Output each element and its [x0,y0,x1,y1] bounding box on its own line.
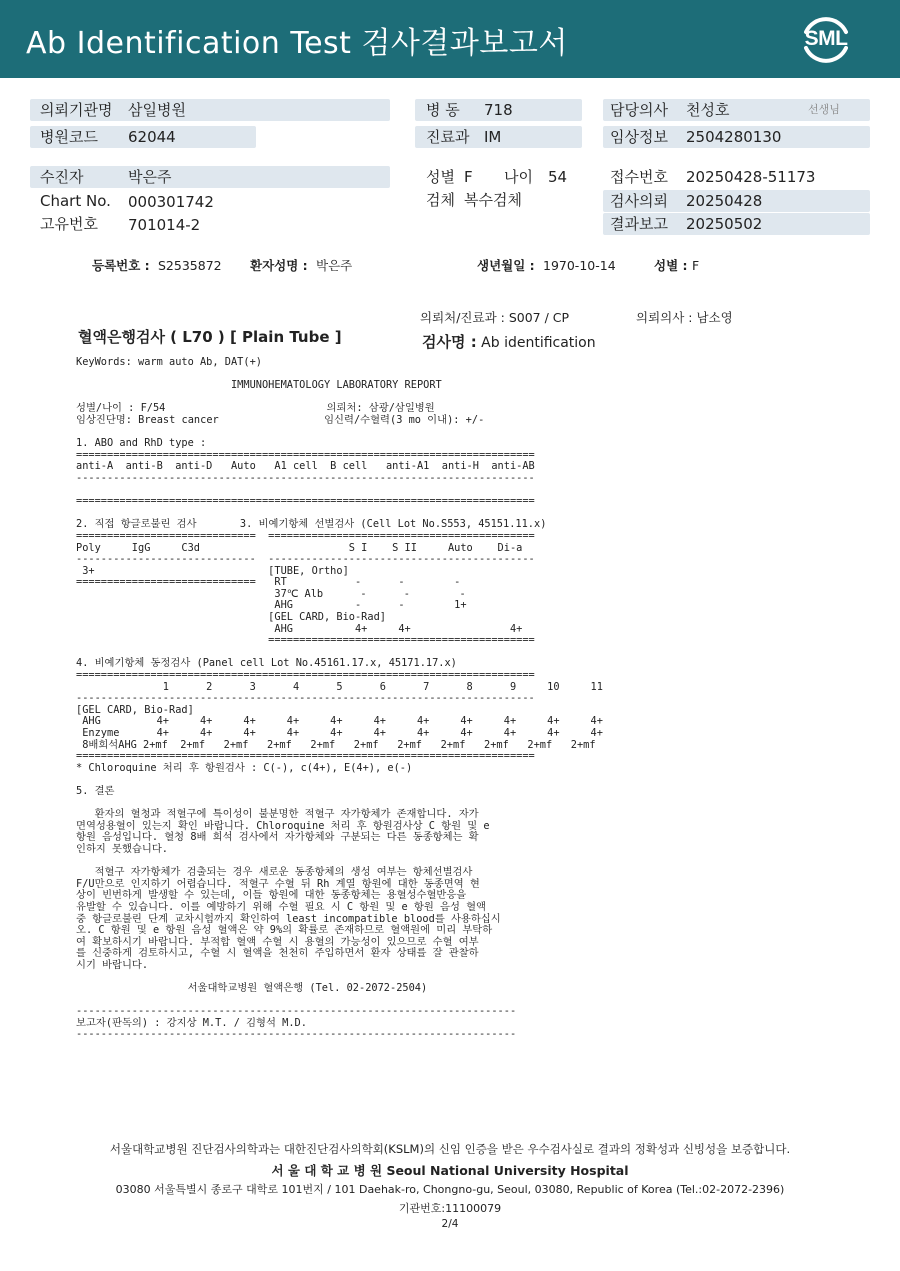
dept-value: IM [484,128,502,146]
test-name-value: Ab identification [481,335,596,351]
specimen-label: 검체 [426,191,455,209]
hospital-code-label: 병원코드 [40,128,98,146]
sex-value: F [464,168,473,186]
reg-name-label: 환자성명 : [250,258,308,273]
chart-no-label: Chart No. [40,192,111,210]
report-date-value: 20250502 [686,215,763,233]
patient-label: 수진자 [40,168,84,186]
chart-no-value: 000301742 [128,193,214,211]
hospital-code-value: 62044 [128,128,176,146]
reg-no-label: 등록번호 : [92,258,150,273]
test-name-label: 검사명 : [422,333,477,351]
test-name [422,331,596,352]
dob-label: 생년월일 : [477,258,535,273]
age-value: 54 [548,168,568,186]
sml-logo-text: SML [804,27,848,50]
sml-logo [798,12,854,68]
report-body: KeyWords: warm auto Ab, DAT(+) IMMUNOHEMATOLOGY LABORATORY REPORT 성별/나이 : F/54 의뢰처: 삼광/삼일병원 임상진단명: Breast cancer 임신력/수혈력(3 mo 이내): +/- 1. ABO and RhD type : ========================================================================== anti-A anti-B anti-D Auto A1 cell B cell anti-A1 anti-H anti-AB -------------------------------------------------------------------------- ========================================================================== 2. 직접 항글로불린 검사 3. 비예기항체 선별검사 (Cell Lot No.S553, 45151.11.x) ============================= =========================================== Poly IgG C3d S I S II Auto Di-a ----------------------------- ------------------------------------------- 3+ [TUBE, Ortho] ============================= RT - - - 37℃ Alb - - - AHG - - 1+ [GEL CARD, Bio-Rad] AHG 4+ 4+ 4+ =========================================== 4. 비예기항체 동정검사 (Panel cell Lot No.45161.17.x, 45171.17.x) ========================================================================== 1 2 3 4 5 6 7 8 9 10 11 -------------------------------------------------------------------------- [GEL CARD, Bio-Rad] AHG 4+ 4+ 4+ 4+ 4+ 4+ 4+ 4+ 4+ 4+ 4+ Enzyme 4+ 4+ 4+ 4+ 4+ 4+ 4+ 4+ 4+ 4+ 4+ 8배희석AHG 2+mf 2+mf 2+mf 2+mf 2+mf 2+mf 2+mf 2+mf 2+mf 2+mf 2+mf ========================================================================== * Chloroquine 처리 후 항원검사 : C(-), c(4+), E(4+), e(-) 5. 결론 환자의 혈청과 적혈구에 특이성이 불분명한 적혈구 자가항체가 존재합니다. 자가 면역성용혈이 있는지 확인 바랍니다. Chloroquine 처리 후 항원검사상 C 항원 및 e 항원 음성입니다. 혈청 8배 희석 검사에서 자가항체와 구분되는 다른 동종항체는 확 인하지 못했습니다. 적혈구 자가항체가 검출되는 경우 새로운 동종항체의 생성 여부는 항체선별검사 F/U만으로 인지하기 어렵습니다. 적혈구 수혈 뒤 Rh 계열 항원에 대한 동종면역 현 상이 빈번하게 발생할 수 있는데, 이들 항원에 대한 동종항체는 용혈성수혈반응을 유발할 수 있습니다. 이를 예방하기 위해 수혈 필요 시 C 항원 및 e 항원 음성 혈액 중 항글로불린 단계 교차시험까지 확인하여 least incompatible blood를 사용하십시 오. C 항원 및 e 항원 음성 혈액은 약 9%의 확률로 존재하므로 혈액원에 미리 부탁하 여 확보하시기 바랍니다. 부적합 혈액 수혈 시 용혈의 가능성이 있으므로 수혈 여부 를 신중하게 검토하시고, 수혈 시 혈액을 천천히 주입하면서 환자 상태를 잘 관찰하 시기 바랍니다. 서울대학교병원 혈액은행 (Tel. 02-2072-2504) ----------------------------------------------------------------------- 보고자(판독의) : 강지상 M.T. / 김형석 M.D. ----------------------------------------------------------------------- [76,356,603,1041]
doctor-label: 담당의사 [610,101,668,119]
request-dept: 의뢰처/진료과 : S007 / CP [420,310,570,325]
patient-box [30,166,390,188]
ward-label: 병 동 [426,101,460,119]
specimen-value: 복수검체 [464,191,522,209]
dept-label: 진료과 [426,128,470,146]
reg-sex-label: 성별 : [654,258,688,273]
clinical-value: 2504280130 [686,128,782,146]
ward-value: 718 [484,101,513,119]
doctor-suffix: 선생님 [808,103,840,116]
request-physician: 의뢰의사 : 남소영 [636,310,733,325]
test-title: 혈액은행검사 ( L70 ) [ Plain Tube ] [78,328,342,346]
doctor-value: 천성호 [686,101,730,119]
reg-sex-value: F [692,258,700,273]
report-title: Ab Identification Test 검사결과보고서 [26,26,568,61]
institution-number: 기관번호:11100079 [398,1202,502,1215]
request-date-label: 검사의뢰 [610,192,668,210]
age-label: 나이 [504,168,533,186]
receipt-no-label: 접수번호 [610,168,668,186]
sex-label: 성별 [426,168,455,186]
report-header [0,0,900,78]
clinical-label: 임상정보 [610,128,668,146]
unique-no-label: 고유번호 [40,215,98,233]
unique-no-value: 701014-2 [128,216,201,234]
certification-text: 서울대학교병원 진단검사의학과는 대한진단검사의학회(KSLM)의 신임 인증을 받은 우수검사실로 결과의 정확성과 신빙성을 보증합니다. [109,1142,791,1156]
institution-value: 삼일병원 [128,101,186,119]
reg-no-value: S2535872 [158,258,222,273]
dob-value: 1970-10-14 [543,258,616,273]
institution-label: 의뢰기관명 [40,101,113,119]
report-date-label: 결과보고 [610,215,668,233]
page-number: 2/4 [441,1218,459,1230]
hospital-name: 서 울 대 학 교 병 원 Seoul National University Hospital [271,1163,629,1178]
request-date-value: 20250428 [686,192,763,210]
patient-value: 박은주 [128,168,172,186]
receipt-no-value: 20250428-51173 [686,168,816,186]
reg-name-value: 박은주 [316,258,353,273]
hospital-address: 03080 서울특별시 종로구 대학로 101번지 / 101 Daehak-ro, Chongno-gu, Seoul, 03080, Republic of Korea (Tel.:02-2072-2396) [115,1183,785,1196]
